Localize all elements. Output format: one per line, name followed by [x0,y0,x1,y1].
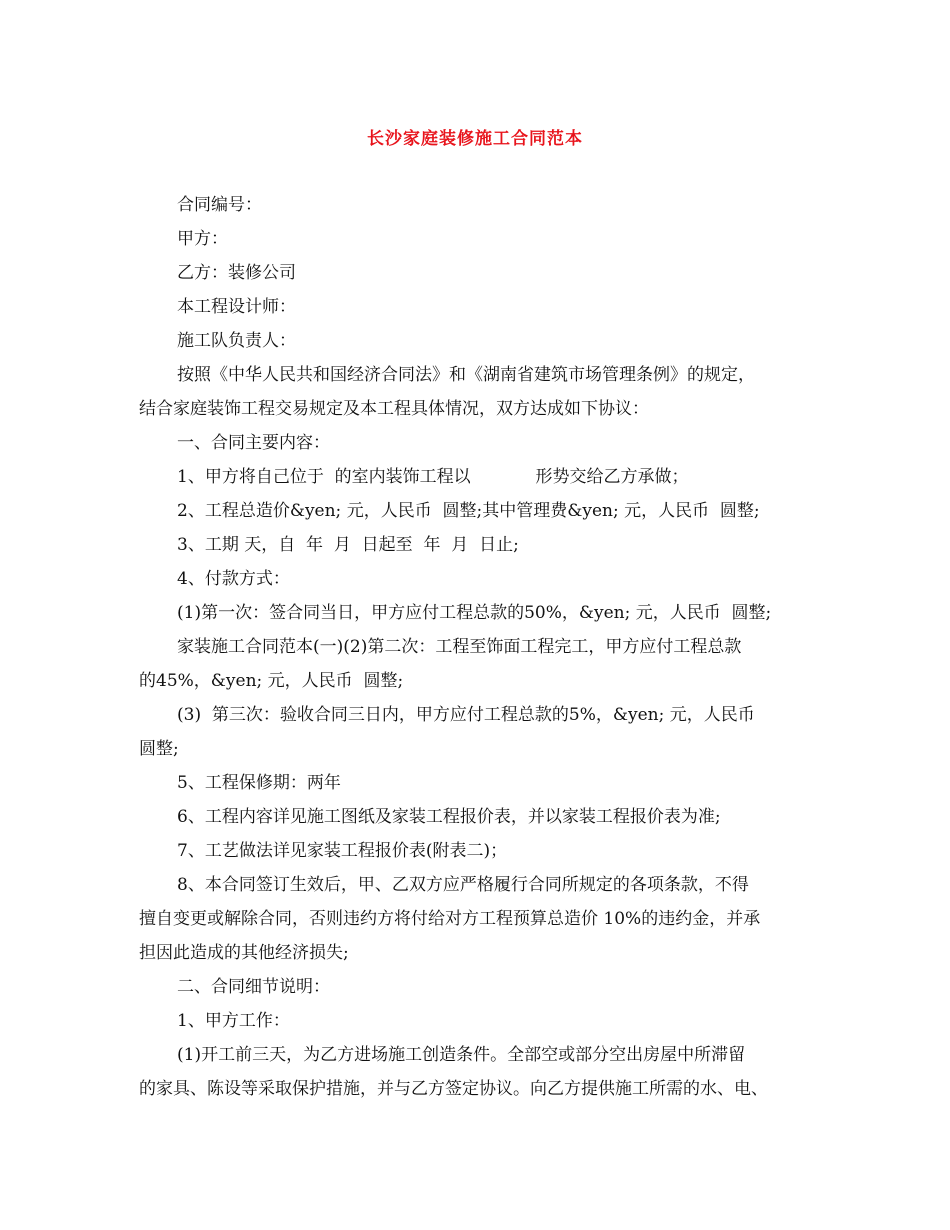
clause-line: (1)第一次：签合同当日，甲方应付工程总款的50%，&yen; 元，人民币 圆整; [177,603,772,623]
clause-line: 3、工期 天，自 年 月 日起至 年 月 日止; [177,535,519,555]
clause-line: 家装施工合同范本(一)(2)第二次：工程至饰面工程完工，甲方应付工程总款 [177,637,742,657]
designer-line: 本工程设计师： [177,297,296,317]
party-a-line: 甲方： [177,229,228,249]
clause-line: 4、付款方式： [177,569,290,589]
document-title: 长沙家庭装修施工合同范本 [367,129,583,149]
clause-line: 1、甲方工作： [177,1011,290,1031]
clause-line: (3) 第三次：验收合同三日内，甲方应付工程总款的5%，&yen; 元，人民币 [177,705,755,725]
section-heading: 一、合同主要内容： [177,433,330,453]
clause-line: 1、甲方将自己位于 的室内装饰工程以 形势交给乙方承做； [177,467,689,487]
clause-line: 5、工程保修期：两年 [177,773,341,793]
party-b-line: 乙方：装修公司 [177,263,296,283]
team-leader-line: 施工队负责人： [177,331,296,351]
clause-line: 8、本合同签订生效后，甲、乙双方应严格履行合同所规定的各项条款，不得 [177,875,749,895]
clause-line: 7、工艺做法详见家装工程报价表(附表二)； [177,841,508,861]
clause-line: 2、工程总造价&yen; 元，人民币 圆整;其中管理费&yen; 元，人民币 圆整; [177,501,760,521]
clause-line: 擅自变更或解除合同，否则违约方将付给对方工程预算总造价 10%的违约金，并承 [139,909,761,929]
paragraph-line: 结合家庭装饰工程交易规定及本工程具体情况，双方达成如下协议： [139,399,649,419]
clause-line: 的45%，&yen; 元，人民币 圆整; [139,671,404,691]
document-body [139,188,819,1106]
clause-line: 担因此造成的其他经济损失; [139,943,349,963]
contract-number-line: 合同编号： [177,195,262,215]
clause-line: (1)开工前三天，为乙方进场施工创造条件。全部空或部分空出房屋中所滞留 [177,1045,746,1065]
section-heading: 二、合同细节说明： [177,977,330,997]
clause-line: 的家具、陈设等采取保护措施，并与乙方签定协议。向乙方提供施工所需的水、电、 [139,1079,768,1099]
clause-line: 圆整; [139,739,179,759]
paragraph-line: 按照《中华人民共和国经济合同法》和《湖南省建筑市场管理条例》的规定， [177,365,755,385]
clause-line: 6、工程内容详见施工图纸及家装工程报价表，并以家装工程报价表为准; [177,807,721,827]
